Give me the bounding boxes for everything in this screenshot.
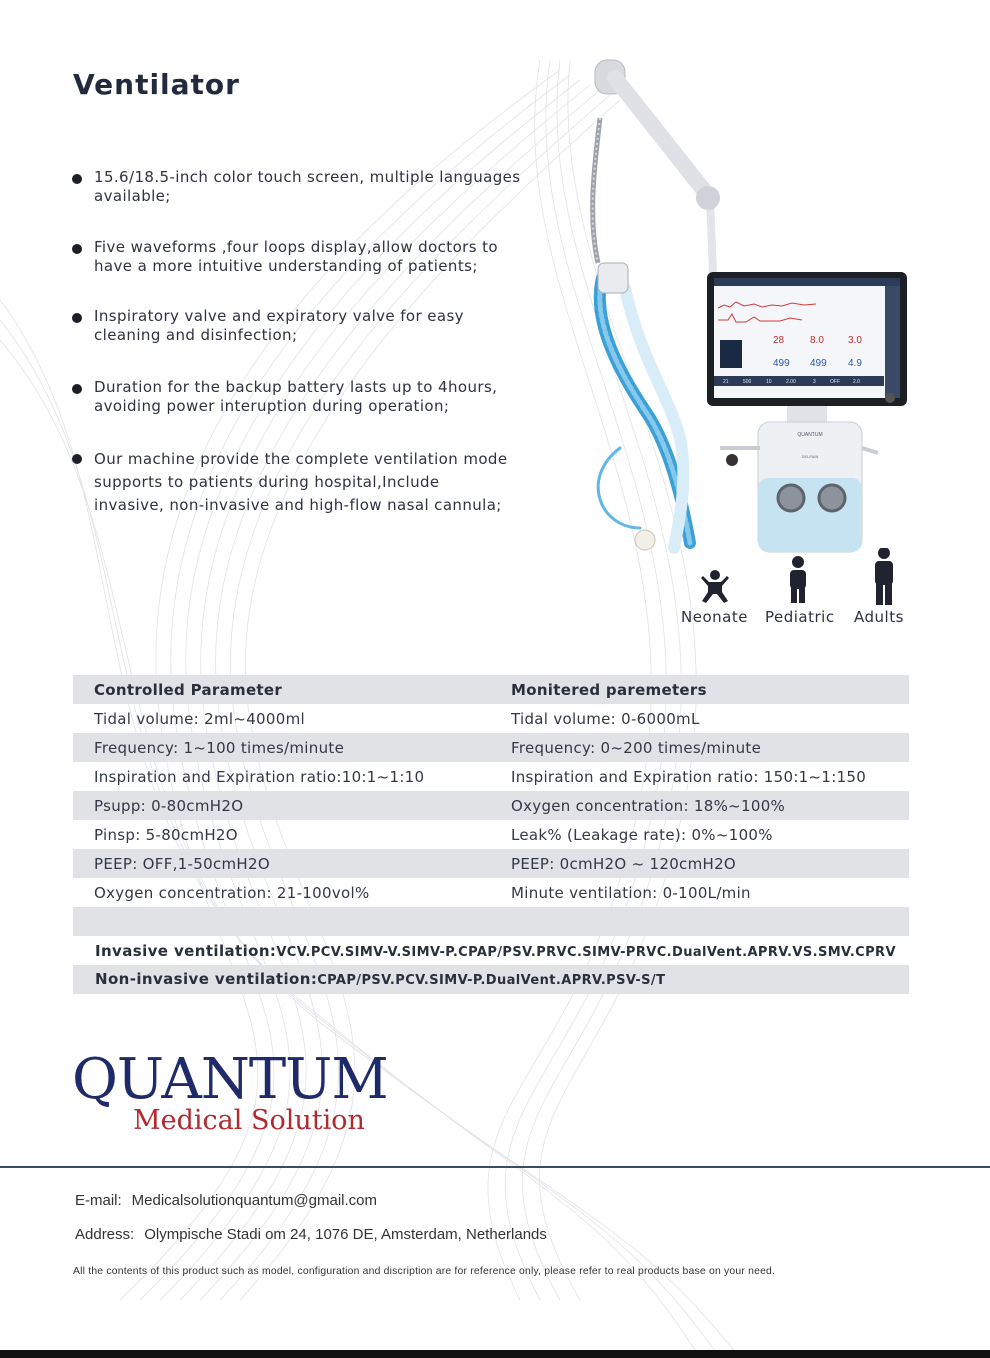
screen-value: 3.0 (848, 335, 862, 346)
neonate-icon (701, 570, 729, 603)
invasive-modes (95, 942, 896, 960)
feature-text: Duration for the backup battery lasts up to 4hours, (94, 378, 498, 396)
feature-text: have a more intuitive understanding of patients; (94, 257, 478, 275)
controlled-cell: Pinsp: 5-80cmH2O (94, 826, 238, 844)
support-arm (593, 60, 720, 273)
monitored-cell: Minute ventilation: 0-100L/min (511, 884, 751, 902)
screen-setting: 3 (813, 379, 816, 385)
table-row (73, 791, 909, 820)
divider (0, 1166, 990, 1168)
monitored-cell: PEEP: 0cmH2O ~ 120cmH2O (511, 855, 737, 873)
address-label: Address: (75, 1226, 135, 1243)
controlled-cell: Inspiration and Expiration ratio:10:1~1:10 (94, 768, 425, 786)
feature-text: available; (94, 187, 171, 205)
screen-setting: 10 (766, 379, 772, 385)
label-pediatric: Pediatric (765, 608, 835, 626)
feature-item (72, 238, 542, 276)
monitor (707, 272, 907, 406)
brand-tagline: Medical Solution (133, 1105, 365, 1136)
screen-value: 8.0 (810, 335, 824, 346)
controlled-cell: Frequency: 1~100 times/minute (94, 739, 345, 757)
table-row (73, 849, 909, 878)
address-value: Olympische Stadi om 24, 1076 DE, Amsterdam, Netherlands (144, 1226, 547, 1243)
header-monitored: Monitered paremeters (511, 681, 707, 699)
noninvasive-value: CPAP/PSV.PCV.SIMV-P.DualVent.APRV.PSV-S/T (317, 973, 666, 988)
monitored-cell: Inspiration and Expiration ratio: 150:1~1:150 (511, 768, 867, 786)
controlled-cell: Oxygen concentration: 21-100vol% (94, 884, 370, 902)
bullet-icon (72, 244, 82, 254)
bullet-icon (72, 384, 82, 394)
email-value: Medicalsolutionquantum@gmail.com (131, 1192, 378, 1209)
device-model: DELFAIN (801, 454, 819, 459)
parameters-table (73, 675, 909, 936)
feature-text: 15.6/18.5-inch color touch screen, multiple languages (94, 168, 521, 186)
disclaimer: All the contents of this product such as model, configuration and discription are for reference only, please refer to real products base on your need. (73, 1266, 776, 1277)
breathing-tubes (598, 263, 690, 550)
screen-value: 499 (810, 358, 827, 369)
ventilator-device-image (570, 58, 920, 573)
invasive-label: Invasive ventilation: (95, 942, 277, 960)
monitored-cell: Leak% (Leakage rate): 0%~100% (511, 826, 773, 844)
feature-item (72, 307, 542, 345)
pediatric-icon (790, 556, 806, 603)
controlled-cell: Tidal volume: 2ml~4000ml (94, 710, 305, 728)
header-controlled: Controlled Parameter (94, 681, 283, 699)
screen-setting: OFF (830, 379, 840, 385)
feature-text: Our machine provide the complete ventilation mode (94, 450, 508, 468)
controlled-cell: Psupp: 0-80cmH2O (94, 797, 244, 815)
device-brand: QUANTUM (797, 432, 823, 438)
feature-text: Five waveforms ,four loops display,allow doctors to (94, 238, 498, 256)
adult-icon (875, 548, 893, 605)
bullet-icon (72, 174, 82, 184)
email-line (75, 1192, 377, 1209)
noninvasive-modes (95, 970, 665, 988)
feature-text: cleaning and disinfection; (94, 326, 298, 344)
table-row-empty (73, 907, 909, 936)
screen-setting: 2.0 (853, 379, 860, 385)
screen-setting: 500 (743, 379, 752, 385)
table-header-row (73, 675, 909, 704)
feature-text: supports to patients during hospital,Include (94, 473, 440, 491)
label-adults: Adults (854, 608, 904, 626)
table-row (73, 762, 909, 791)
monitored-cell: Tidal volume: 0-6000mL (511, 710, 700, 728)
noninvasive-label: Non-invasive ventilation: (95, 970, 318, 988)
screen-value: 28 (773, 335, 785, 346)
feature-text: Inspiratory valve and expiratory valve for easy (94, 307, 464, 325)
bullet-icon (72, 313, 82, 323)
screen-value: 499 (773, 358, 790, 369)
table-row (73, 820, 909, 849)
monitored-cell: Oxygen concentration: 18%~100% (511, 797, 786, 815)
invasive-value: VCV.PCV.SIMV-V.SIMV-P.CPAP/PSV.PRVC.SIMV-PRVC.DualVent.APRV.VS.SMV.CPRV (276, 945, 896, 960)
table-row (73, 878, 909, 907)
screen-value: 4.9 (848, 358, 862, 369)
screen-setting: 2.00 (786, 379, 796, 385)
feature-item (72, 378, 542, 416)
email-label: E-mail: (75, 1192, 122, 1209)
feature-text: avoiding power interuption during operation; (94, 397, 450, 415)
feature-text: invasive, non-invasive and high-flow nasal cannula; (94, 496, 502, 514)
label-neonate: Neonate (681, 608, 748, 626)
ventilator-body (720, 406, 878, 552)
feature-item (72, 448, 542, 517)
address-line (75, 1226, 547, 1243)
table-row (73, 733, 909, 762)
table-row (73, 704, 909, 733)
bullet-icon (72, 454, 82, 464)
brand-logo: QUANTUM (72, 1047, 388, 1112)
page-title: Ventilator (73, 68, 240, 101)
feature-item (72, 168, 542, 206)
bottom-bar (0, 1350, 990, 1358)
monitored-cell: Frequency: 0~200 times/minute (511, 739, 762, 757)
screen-setting: 21 (723, 379, 729, 385)
controlled-cell: PEEP: OFF,1-50cmH2O (94, 855, 270, 873)
